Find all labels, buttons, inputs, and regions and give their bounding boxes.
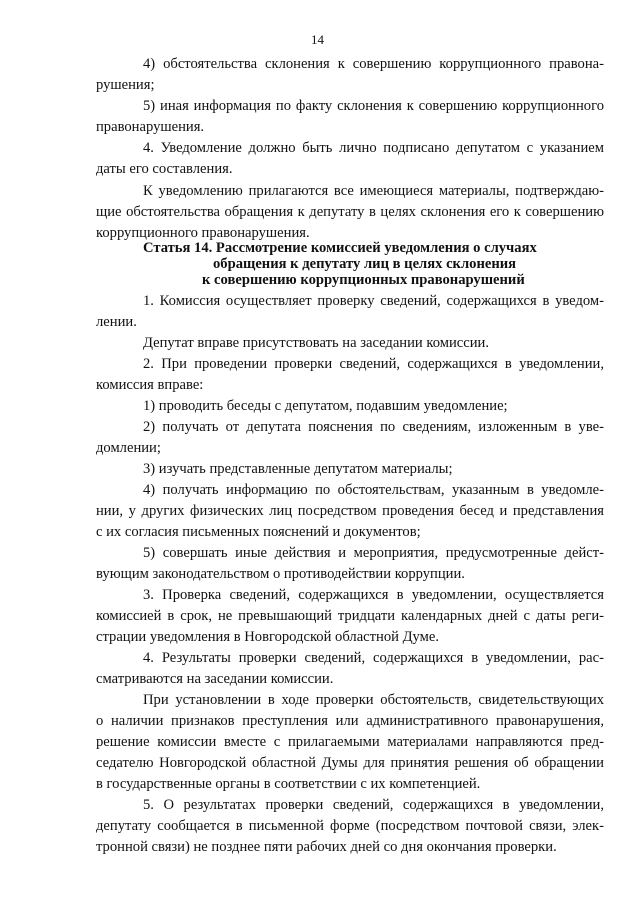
text-line: 4) обстоятельства склонения к совершению коррупционного правона- <box>143 56 604 72</box>
text-line: 2) получать от депутата пояснения по сведениям, изложенным в уве- <box>143 419 604 435</box>
article-heading: Статья 14. Рассмотрение комиссией уведомления о случаях <box>143 240 537 256</box>
text-line: К уведомлению прилагаются все имеющиеся материалы, подтверждаю- <box>143 183 604 199</box>
text-line: 5. О результатах проверки сведений, содержащихся в уведомлении, <box>143 797 604 813</box>
text-line: щие обстоятельства обращения к депутату в целях склонения его к совершению <box>96 204 604 220</box>
text-line: с их согласия письменных пояснений и документов; <box>96 524 421 540</box>
text-line: 5) иная информация по факту склонения к совершению коррупционного <box>143 98 604 114</box>
text-line: лении. <box>96 314 137 330</box>
text-line: тронной связи) не позднее пяти рабочих дней со дня окончания проверки. <box>96 839 557 855</box>
text-line: в государственные органы в соответствии с их компетенцией. <box>96 776 481 792</box>
text-line: 5) совершать иные действия и мероприятия, предусмотренные дейст- <box>143 545 604 561</box>
text-line: комиссией в срок, не превышающий тридцати календарных дней с даты реги- <box>96 608 604 624</box>
text-line: депутату сообщается в письменной форме (посредством почтовой связи, элек- <box>96 818 604 834</box>
page-number: 14 <box>311 32 324 47</box>
text-line: домлении; <box>96 440 161 456</box>
text-line: о наличии признаков преступления или административного правонарушения, <box>96 713 604 729</box>
text-line: решение комиссии вместе с прилагаемыми материалами направляются пред- <box>96 734 604 750</box>
text-line: 1. Комиссия осуществляет проверку сведений, содержащихся в уведом- <box>143 293 604 309</box>
text-line: 2. При проведении проверки сведений, содержащихся в уведомлении, <box>143 356 604 372</box>
text-line: коррупционного правонарушения. <box>96 225 310 241</box>
text-line: 1) проводить беседы с депутатом, подавшим уведомление; <box>143 398 508 414</box>
text-line: комиссия вправе: <box>96 377 204 393</box>
text-line: даты его составления. <box>96 161 233 177</box>
article-heading: обращения к депутату лиц в целях склонения <box>213 256 517 272</box>
text-line: рушения; <box>96 77 155 93</box>
text-line: 3. Проверка сведений, содержащихся в уведомлении, осуществляется <box>143 587 604 603</box>
text-line: вующим законодательством о противодействии коррупции. <box>96 566 465 582</box>
text-line: 3) изучать представленные депутатом материалы; <box>143 461 453 477</box>
text-line: нии, у других физических лиц посредством проведения бесед и представления <box>96 503 604 519</box>
text-line: 4. Уведомление должно быть лично подписано депутатом с указанием <box>143 140 604 156</box>
text-line: 4. Результаты проверки сведений, содержащихся в уведомлении, рас- <box>143 650 604 666</box>
text-line: 4) получать информацию по обстоятельствам, указанным в уведомле- <box>143 482 604 498</box>
text-line: правонарушения. <box>96 119 205 135</box>
text-line: страции уведомления в Новгородской областной Думе. <box>96 629 440 645</box>
text-line: седателю Новгородской областной Думы для принятия решения об обращении <box>96 755 604 771</box>
text-line: При установлении в ходе проверки обстоятельств, свидетельствующих <box>143 692 604 708</box>
article-heading: к совершению коррупционных правонарушений <box>202 272 525 288</box>
text-line: Депутат вправе присутствовать на заседании комиссии. <box>143 335 490 351</box>
text-line: сматриваются на заседании комиссии. <box>96 671 334 687</box>
